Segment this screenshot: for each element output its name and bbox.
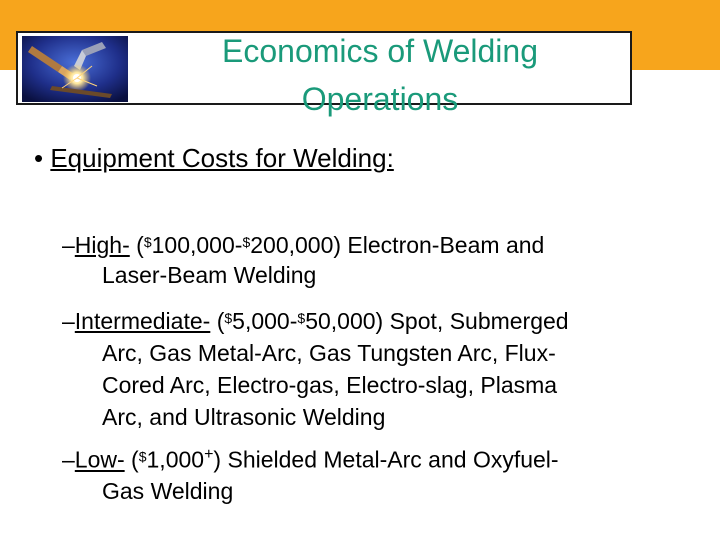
bullet-text: Equipment Costs for Welding:	[50, 143, 394, 173]
main-bullet	[34, 143, 394, 174]
currency-symbol: $	[224, 310, 233, 326]
slide-title	[130, 27, 630, 123]
item-range-open: (	[210, 308, 225, 334]
item-value: 1,000	[146, 446, 205, 473]
item-description: Shielded Metal-Arc and Oxyfuel-	[221, 446, 559, 473]
list-item-intermediate-cont-2: Cored Arc, Electro-gas, Electro-slag, Plasma	[102, 372, 558, 398]
item-dash: –	[62, 446, 75, 473]
item-label: Low-	[74, 446, 125, 473]
list-item-high	[62, 232, 544, 259]
currency-symbol: $	[138, 448, 147, 465]
item-range-open: (	[129, 232, 144, 258]
item-dash: –	[62, 232, 75, 258]
item-value-low: 100,000-	[151, 232, 243, 258]
item-value-high: 50,000)	[305, 308, 384, 334]
currency-symbol: $	[143, 234, 152, 250]
list-item-intermediate	[62, 308, 569, 335]
item-dash: –	[62, 308, 75, 334]
plus-superscript: +	[204, 446, 214, 463]
slide-title-line-2: Operations	[301, 81, 459, 117]
currency-symbol: $	[297, 310, 306, 326]
list-item-low-cont-1: Gas Welding	[102, 478, 234, 504]
list-item-intermediate-cont-3: Arc, and Ultrasonic Welding	[102, 404, 386, 430]
slide-title-line-1: Economics of Welding	[222, 33, 538, 69]
item-range-close: )	[213, 446, 222, 473]
item-value-low: 5,000-	[232, 308, 298, 334]
bullet-marker: •	[34, 143, 44, 173]
item-label: High-	[74, 232, 130, 258]
list-item-intermediate-cont-1: Arc, Gas Metal-Arc, Gas Tungsten Arc, Flux-	[102, 340, 556, 366]
list-item-low	[62, 446, 559, 474]
item-range-open: (	[124, 446, 139, 473]
welding-torch-photo-icon	[22, 36, 128, 102]
item-description: Electron-Beam and	[341, 232, 545, 258]
currency-symbol: $	[242, 234, 251, 250]
item-description: Spot, Submerged	[383, 308, 569, 334]
item-value-high: 200,000)	[250, 232, 342, 258]
item-label: Intermediate-	[74, 308, 211, 334]
list-item-high-cont-1: Laser-Beam Welding	[102, 262, 317, 288]
